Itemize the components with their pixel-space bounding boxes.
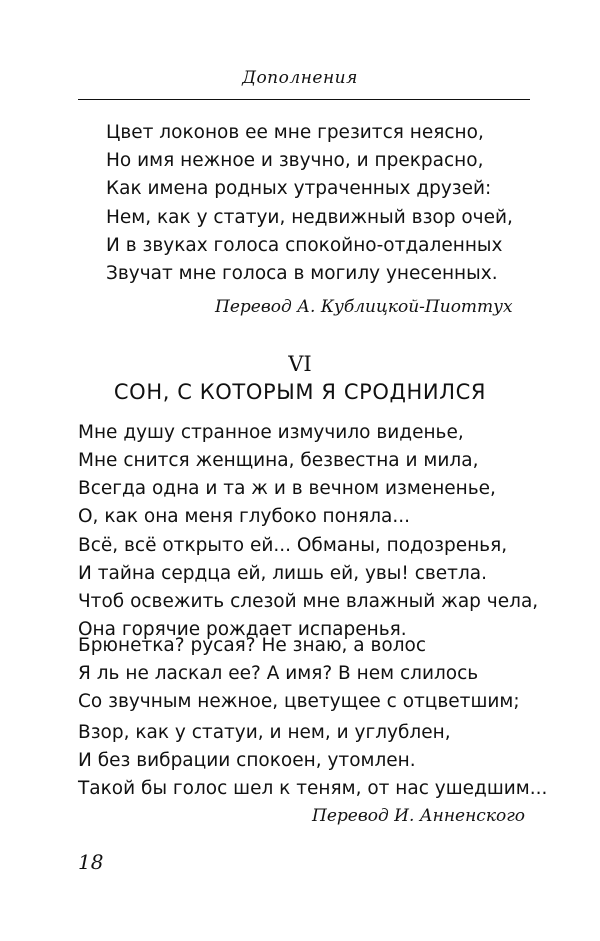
verse-line: Взор, как у статуи, и нем, и углублен,	[78, 722, 451, 743]
page-number: 18	[78, 850, 104, 874]
running-head: Дополнения	[242, 68, 358, 88]
verse-line: Я ль не ласкал ее? А имя? В нем слилось	[78, 663, 479, 684]
verse-line: Она горячие рождает испаренья.	[78, 619, 407, 640]
translator-credit: Перевод И. Анненского	[312, 806, 526, 826]
stanza	[78, 419, 496, 531]
verse-line: И без вибрации спокоен, утомлен.	[78, 750, 416, 771]
verse-line: Всегда одна и та ж и в вечном измененье,	[78, 478, 496, 499]
verse-line: Как имена родных утраченных друзей:	[106, 178, 492, 199]
verse-line: Мне душу странное измучило виденье,	[78, 422, 464, 443]
verse-line: О, как она меня глубоко поняла...	[78, 506, 410, 527]
verse-line: И тайна сердца ей, лишь ей, увы! светла.	[78, 563, 487, 584]
verse-line: Звучат мне голоса в могилу унесенных.	[106, 263, 498, 284]
translator-credit: Перевод А. Кублицкой-Пиоттух	[215, 297, 513, 317]
verse-line: Но имя нежное и звучно, и прекрасно,	[106, 150, 484, 171]
poem-number: VI	[288, 352, 312, 376]
verse-line: Брюнетка? русая? Не знаю, а волос	[78, 635, 427, 656]
verse-line: Нем, как у статуи, недвижный взор очей,	[106, 207, 513, 228]
verse-line: Цвет локонов ее мне грезится неясно,	[106, 122, 484, 143]
verse-line: И в звуках голоса спокойно-отдаленных	[106, 235, 503, 256]
verse-line: Чтоб освежить слезой мне влажный жар чела,	[78, 591, 539, 612]
stanza	[78, 719, 547, 803]
verse-line: Всё, всё открыто ей... Обманы, подозренья,	[78, 535, 508, 556]
stanza	[78, 532, 538, 644]
poem-title: СОН, С КОТОРЫМ Я СРОДНИЛСЯ	[113, 380, 487, 404]
verse-line: Мне снится женщина, безвестна и мила,	[78, 450, 479, 471]
stanza	[106, 119, 491, 203]
verse-line: Со звучным нежное, цветущее с отцветшим;	[78, 691, 520, 712]
verse-line: Такой бы голос шел к теням, от нас ушедшим...	[78, 778, 548, 799]
stanza	[106, 204, 513, 288]
header-rule	[78, 99, 530, 100]
stanza	[78, 632, 520, 716]
